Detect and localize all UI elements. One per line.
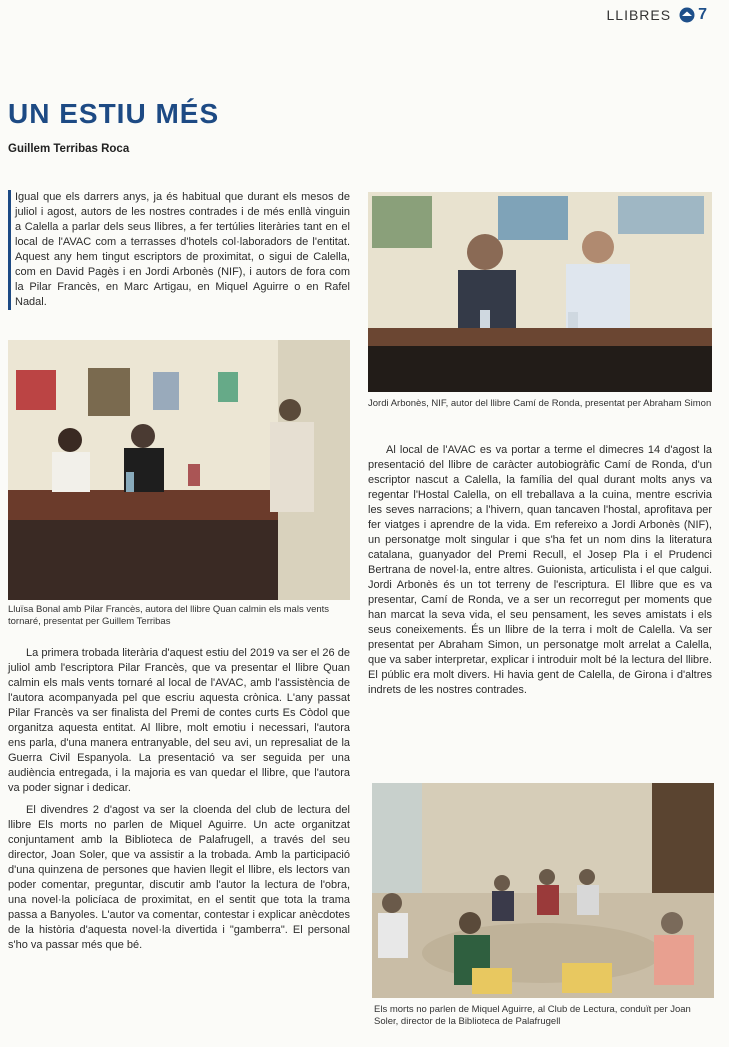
article-intro: Igual que els darrers anys, ja és habitual que durant els mesos de juliol i agost, autors de les nostres contrades i de més enllà vinguin a Calella a parlar dels seus llibres, a fer tertúlies literàries tant en el local de l'AVAC com a terrasses d'hotels col·laboradors de l'entitat. Aquest any hem tingut escriptors de proximitat, o sigui de Calella, com en David Pagès i en Jordi Arbonès (NIF), i autors de fora com la Pilar Francès, en Marc Artigau, en Miquel Aguirre o en Rafel Nadal. xyxy=(8,190,350,310)
page-number xyxy=(679,6,707,24)
article-paragraph-4: Al local de l'AVAC es va portar a terme el dimecres 14 d'agost la presentació del llibre de caràcter autobiogràfic Camí de Ronda, d'un escriptor nascut a Calella, la família del qual durant molts anys va regentar l'Hostal Calella, on ell treballava a la cuina, mentre escrivia les seves narracions; a l'hivern, quan tancaven l'hostal, aprofitava per fer viatges i aprendre de la vida. Em refereixo a Jordi Arbonès (NIF), un personatge molt singular i que s'ha fet un nom dins la literatura catalana, guanyador del Premi Recull, el Josep Pla i el Prudenci Bertrana de novel·la, entre altres. Guionista, articulista i el que calgui. Jordi Arbonès és un tot terreny de l'escriptura. El llibre que es va presentar, Camí de Ronda, ve a ser un recorregut per moments que han marcat la seva vida, el seu pensament, les seves amistats i els seus coneixements. És un llibre de la terra i molt de Calella. Va ser presentat per Abraham Simon, un personatge molt arrelat a Calella, que va saber interpretar, explicar i introduir molt bé la lectura del llibre. El públic era molt divers. Hi havia gent de Calella, de Girona i d'altres indrets de les nostres contrades. xyxy=(368,444,712,696)
caption-photo3: Els morts no parlen de Miquel Aguirre, al Club de Lectura, conduït per Joan Soler, director de la Biblioteca de Palafrugell xyxy=(374,1004,691,1027)
article-title: UN ESTIU MÉS xyxy=(8,98,220,129)
article-paragraph-3: El divendres 2 d'agost va ser la cloenda del club de lectura del llibre Els morts no parlen de Miquel Aguirre. Un acte organitzat conjuntament amb la Biblioteca de Palafrugell, a través del seu director, Joan Soler, que va assistir a la trobada. Amb la participació d'una quinzena de persones que havien llegit el llibre, els lectors van poder comentar, preguntar, discutir amb l'autor la lectura de l'obra, una novel·la policíaca de proximitat, en el sentit que tota la trama passa a Banyoles. L'autor va comentar, contestar i explicar anècdotes de la història d'aquesta novel·la divertida i "gamberra". El personal s'ho va passar més que bé. xyxy=(8,804,350,951)
article-author: Guillem Terribas Roca xyxy=(8,143,130,155)
article-paragraph-2: La primera trobada literària d'aquest estiu del 2019 va ser el 26 de juliol amb l'escriptora Pilar Francès, que va presentar el llibre Quan calmin els mals vents tornaré al local de l'AVAC, amb l'assistència de l'autora acompanyada pel que escriu aquesta crònica. L'any passat Pilar Francès va ser finalista del Premi de contes curts Es Còdol que organitza aquesta entitat. Al llibre, molt emotiu i necessari, l'autora ens parla, d'una manera entranyable, del seu avi, un represaliat de la Guerra Civil Espanyola. La presentació va ser seguida per una audiència entregada, i la majoria es van quedar el llibre, que l'autora va poder signar i dedicar. xyxy=(8,647,350,794)
page-header xyxy=(607,6,708,24)
photo-club-lectura xyxy=(372,783,714,998)
article-left-column xyxy=(8,646,350,960)
caption-photo2: Jordi Arbonès, NIF, autor del llibre Camí de Ronda, presentat per Abraham Simon xyxy=(368,398,712,409)
photo-jordi-arbones xyxy=(368,192,712,392)
article-intro-column xyxy=(8,190,350,317)
caption-photo1: Lluïsa Bonal amb Pilar Francès, autora del llibre Quan calmin els mals vents tornaré, presentat per Guillem Terribas xyxy=(8,604,330,627)
article-right-column xyxy=(368,443,712,705)
photo-pilar-frances xyxy=(8,340,350,600)
page-number-value: 7 xyxy=(698,6,707,23)
section-marker-icon xyxy=(679,7,695,23)
section-name: LLIBRES xyxy=(606,7,672,23)
